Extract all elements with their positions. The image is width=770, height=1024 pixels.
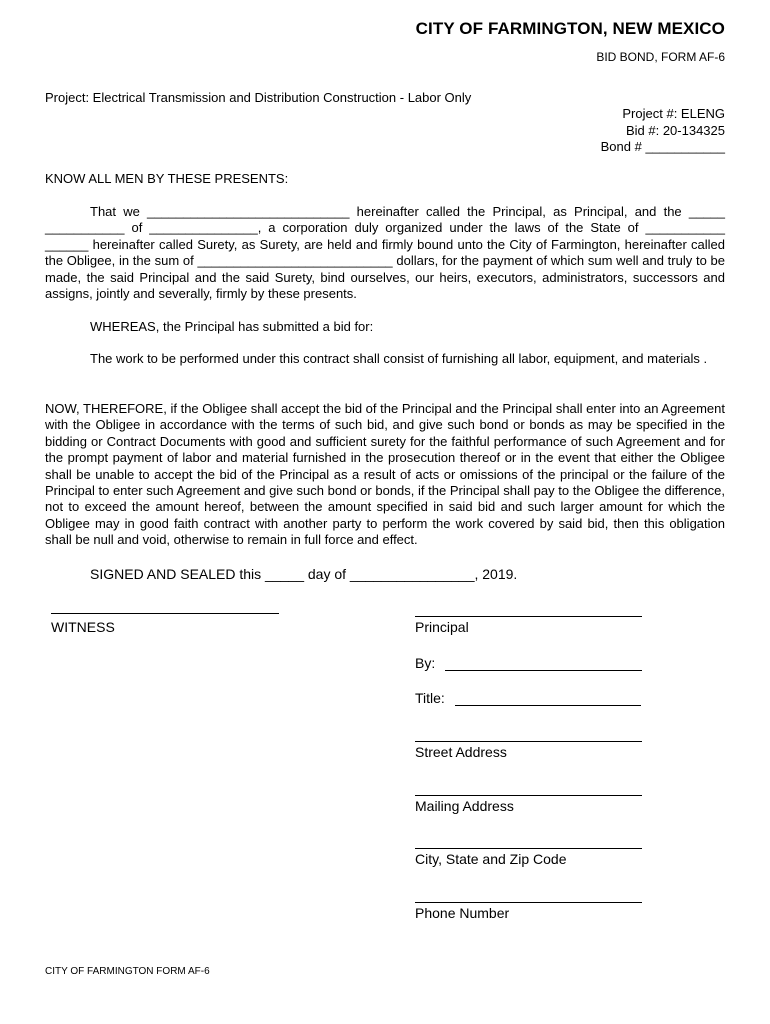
- project-description: Project: Electrical Transmission and Distribution Construction - Labor Only: [45, 90, 472, 105]
- project-meta: [601, 106, 725, 156]
- title-field: [415, 690, 641, 706]
- parties-paragraph: That we ____________________________ hereinafter called the Principal, as Principal, and the _____ ___________ of _______________, a corporation duly organized under the laws of the State of ___________ ______ hereinafter called Surety, as Surety, are held and firmly bound unto the City of Farmington, hereinafter called the Obligee, in the sum of ___________________________ dollars, for the payment of which sum well and truly to be made, the said Principal and the said Surety, bind ourselves, our heirs, executors, administrators, successors and assigns, jointly and severally, firmly by these presents.: [45, 204, 725, 302]
- principal-label: Principal: [415, 619, 469, 635]
- title-label: Title:: [415, 690, 445, 706]
- phone-number-label: Phone Number: [415, 905, 510, 921]
- principal-signature-line[interactable]: [415, 616, 642, 617]
- page-title: CITY OF FARMINGTON, NEW MEXICO: [415, 19, 725, 38]
- by-field: [415, 655, 642, 671]
- city-state-zip-label: City, State and Zip Code: [415, 851, 567, 867]
- title-input-line[interactable]: [455, 691, 641, 706]
- bid-number: Bid #: 20-134325: [625, 122, 725, 138]
- street-address-label: Street Address: [415, 744, 507, 760]
- bond-number: Bond # ___________: [600, 139, 725, 154]
- mailing-address-line[interactable]: [415, 795, 642, 796]
- project-number: Project #: ELENG: [622, 106, 725, 121]
- city-state-zip-line[interactable]: [415, 848, 642, 849]
- mailing-address-label: Mailing Address: [415, 798, 514, 814]
- by-input-line[interactable]: [445, 656, 642, 671]
- by-label: By:: [415, 655, 436, 671]
- witness-signature-line[interactable]: [51, 613, 279, 614]
- now-therefore-paragraph: NOW, THEREFORE, if the Obligee shall accept the bid of the Principal and the Principal shall enter into an Agreement with the Obligee in accordance with the terms of such bid, and give such bond or bonds as may be specified in the bidding or Contract Documents with good and sufficient surety for the faithful performance of such Agreement and for the prompt payment of labor and material furnished in the prosecution thereof or in the event that either the Obligee shall be unable to accept the bid of the Principal as a result of acts or omissions of the principal or the failure of the Principal to enter such Agreement and give such bond or bonds, if the Principal shall pay to the Obligee the difference, not to exceed the amount hereof, between the amount specified in said bid and such larger amount for which the Obligee may in good faith contract with another party to perform the work covered by said bid, then this obligation shall be null and void, otherwise to remain in full force and effect.: [45, 401, 725, 548]
- know-all-heading: KNOW ALL MEN BY THESE PRESENTS:: [45, 171, 289, 186]
- phone-number-line[interactable]: [415, 902, 642, 903]
- work-paragraph: The work to be performed under this contract shall consist of furnishing all labor, equipment, and materials .: [90, 351, 708, 366]
- whereas-paragraph: WHEREAS, the Principal has submitted a bid for:: [90, 319, 374, 334]
- signed-sealed-line: SIGNED AND SEALED this _____ day of ________________, 2019.: [90, 566, 518, 582]
- witness-label: WITNESS: [51, 619, 115, 635]
- page-footer: CITY OF FARMINGTON FORM AF-6: [45, 966, 210, 977]
- form-identifier: BID BOND, FORM AF-6: [596, 50, 725, 64]
- street-address-line[interactable]: [415, 741, 642, 742]
